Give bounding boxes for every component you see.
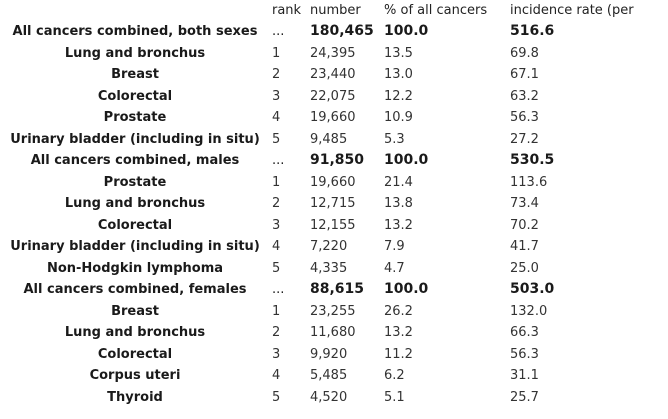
incidence-rate: 67.1 bbox=[510, 67, 539, 82]
rank-value: 1 bbox=[272, 45, 281, 61]
incidence-rate: 56.3 bbox=[510, 110, 539, 125]
incidence-rate: 530.5 bbox=[510, 152, 555, 168]
cancer-site-name: Lung and bronchus bbox=[64, 196, 206, 211]
table-row bbox=[0, 322, 668, 343]
percent-of-all-cancers: 13.0 bbox=[384, 67, 413, 82]
case-count: 180,465 bbox=[310, 23, 374, 39]
table-row bbox=[0, 301, 668, 322]
table-total-row bbox=[0, 21, 668, 42]
cancer-site-name: Lung and bronchus bbox=[64, 45, 206, 61]
cancer-site-name: Lung and bronchus bbox=[64, 325, 206, 340]
case-count: 7,220 bbox=[310, 239, 348, 254]
percent-of-all-cancers: 13.2 bbox=[384, 217, 413, 233]
table-total-row bbox=[0, 279, 668, 300]
incidence-rate: 25.0 bbox=[510, 260, 539, 276]
percent-of-all-cancers: 12.2 bbox=[384, 88, 413, 104]
percent-of-all-cancers: 4.7 bbox=[384, 260, 405, 276]
percent-of-all-cancers: 13.5 bbox=[384, 45, 413, 61]
case-count: 4,520 bbox=[310, 389, 348, 405]
cancer-site-name: Urinary bladder (including in situ) bbox=[10, 131, 260, 147]
incidence-rate: 41.7 bbox=[510, 239, 539, 254]
incidence-rate: 70.2 bbox=[510, 217, 539, 233]
cancer-site-name: Colorectal bbox=[97, 88, 173, 104]
table-row bbox=[0, 129, 668, 150]
cancer-site-name: All cancers combined, males bbox=[30, 153, 240, 168]
rank-value: ... bbox=[272, 282, 285, 297]
case-count: 23,440 bbox=[310, 67, 356, 82]
rank-value: 5 bbox=[272, 131, 281, 147]
rank-value: 1 bbox=[272, 174, 281, 190]
rank-value: 3 bbox=[272, 88, 281, 104]
cancer-site-name: Breast bbox=[111, 67, 159, 82]
table-row bbox=[0, 193, 668, 214]
cancer-site-name: All cancers combined, females bbox=[23, 282, 247, 297]
incidence-rate: 66.3 bbox=[510, 325, 539, 340]
case-count: 4,335 bbox=[310, 260, 348, 276]
percent-of-all-cancers: 100.0 bbox=[384, 152, 429, 168]
percent-of-all-cancers: 7.9 bbox=[384, 239, 405, 254]
case-count: 9,920 bbox=[310, 346, 348, 362]
table-row bbox=[0, 86, 668, 107]
rank-value: 4 bbox=[272, 368, 281, 383]
rank-value: 4 bbox=[272, 110, 281, 125]
percent-of-all-cancers: 26.2 bbox=[384, 303, 413, 319]
header-percent: % of all cancers bbox=[384, 3, 488, 18]
table-total-row bbox=[0, 150, 668, 171]
rank-value: 2 bbox=[272, 196, 281, 211]
case-count: 11,680 bbox=[310, 325, 356, 340]
case-count: 9,485 bbox=[310, 131, 348, 147]
table-row bbox=[0, 64, 668, 85]
table-row bbox=[0, 344, 668, 365]
rank-value: 2 bbox=[272, 325, 281, 340]
incidence-rate: 56.3 bbox=[510, 346, 539, 362]
cancer-site-name: Colorectal bbox=[97, 346, 173, 362]
table-row bbox=[0, 172, 668, 193]
incidence-rate: 27.2 bbox=[510, 131, 539, 147]
incidence-rate: 113.6 bbox=[510, 174, 548, 190]
cancer-site-name: Colorectal bbox=[97, 217, 173, 233]
table-row bbox=[0, 107, 668, 128]
cancer-site-name: Prostate bbox=[103, 174, 167, 190]
incidence-rate: 63.2 bbox=[510, 88, 539, 104]
rank-value: 4 bbox=[272, 239, 281, 254]
percent-of-all-cancers: 100.0 bbox=[384, 281, 429, 297]
incidence-rate: 516.6 bbox=[510, 23, 555, 39]
table-row bbox=[0, 387, 668, 408]
rank-value: ... bbox=[272, 24, 285, 39]
incidence-rate: 25.7 bbox=[510, 389, 539, 405]
incidence-rate: 31.1 bbox=[510, 368, 539, 383]
cancer-site-name: Corpus uteri bbox=[89, 368, 181, 383]
header-name bbox=[0, 0, 270, 21]
percent-of-all-cancers: 21.4 bbox=[384, 174, 413, 190]
case-count: 22,075 bbox=[310, 88, 356, 104]
rank-value: 2 bbox=[272, 67, 281, 82]
incidence-rate: 69.8 bbox=[510, 45, 539, 61]
table-row bbox=[0, 215, 668, 236]
cancer-site-name: Thyroid bbox=[107, 389, 163, 405]
rank-value: 3 bbox=[272, 346, 281, 362]
table-row bbox=[0, 365, 668, 386]
percent-of-all-cancers: 13.2 bbox=[384, 325, 413, 340]
percent-of-all-cancers: 100.0 bbox=[384, 23, 429, 39]
cancer-site-name: Prostate bbox=[103, 110, 167, 125]
percent-of-all-cancers: 11.2 bbox=[384, 346, 413, 362]
percent-of-all-cancers: 5.1 bbox=[384, 389, 405, 405]
case-count: 91,850 bbox=[310, 152, 365, 168]
header-incidence-rate: incidence rate (per bbox=[510, 3, 634, 18]
rank-value: 1 bbox=[272, 303, 281, 319]
cancer-site-name: Urinary bladder (including in situ) bbox=[10, 239, 260, 254]
percent-of-all-cancers: 5.3 bbox=[384, 131, 405, 147]
table-row bbox=[0, 258, 668, 279]
header-rank: rank bbox=[272, 3, 302, 18]
table-row bbox=[0, 43, 668, 64]
incidence-rate: 73.4 bbox=[510, 196, 539, 211]
case-count: 5,485 bbox=[310, 368, 348, 383]
cancer-site-name: Breast bbox=[111, 303, 159, 319]
case-count: 19,660 bbox=[310, 110, 356, 125]
case-count: 24,395 bbox=[310, 45, 356, 61]
case-count: 19,660 bbox=[310, 174, 356, 190]
percent-of-all-cancers: 13.8 bbox=[384, 196, 413, 211]
percent-of-all-cancers: 10.9 bbox=[384, 110, 413, 125]
table-row bbox=[0, 236, 668, 257]
rank-value: ... bbox=[272, 153, 285, 168]
incidence-rate: 132.0 bbox=[510, 303, 548, 319]
percent-of-all-cancers: 6.2 bbox=[384, 368, 405, 383]
rank-value: 3 bbox=[272, 217, 281, 233]
cancer-site-name: All cancers combined, both sexes bbox=[12, 24, 258, 39]
case-count: 12,155 bbox=[310, 217, 356, 233]
case-count: 88,615 bbox=[310, 281, 365, 297]
rank-value: 5 bbox=[272, 260, 281, 276]
table-header-row bbox=[0, 0, 668, 21]
cancer-site-name: Non-Hodgkin lymphoma bbox=[46, 260, 224, 276]
incidence-rate: 503.0 bbox=[510, 281, 555, 297]
case-count: 23,255 bbox=[310, 303, 356, 319]
header-number: number bbox=[310, 3, 361, 18]
rank-value: 5 bbox=[272, 389, 281, 405]
case-count: 12,715 bbox=[310, 196, 356, 211]
